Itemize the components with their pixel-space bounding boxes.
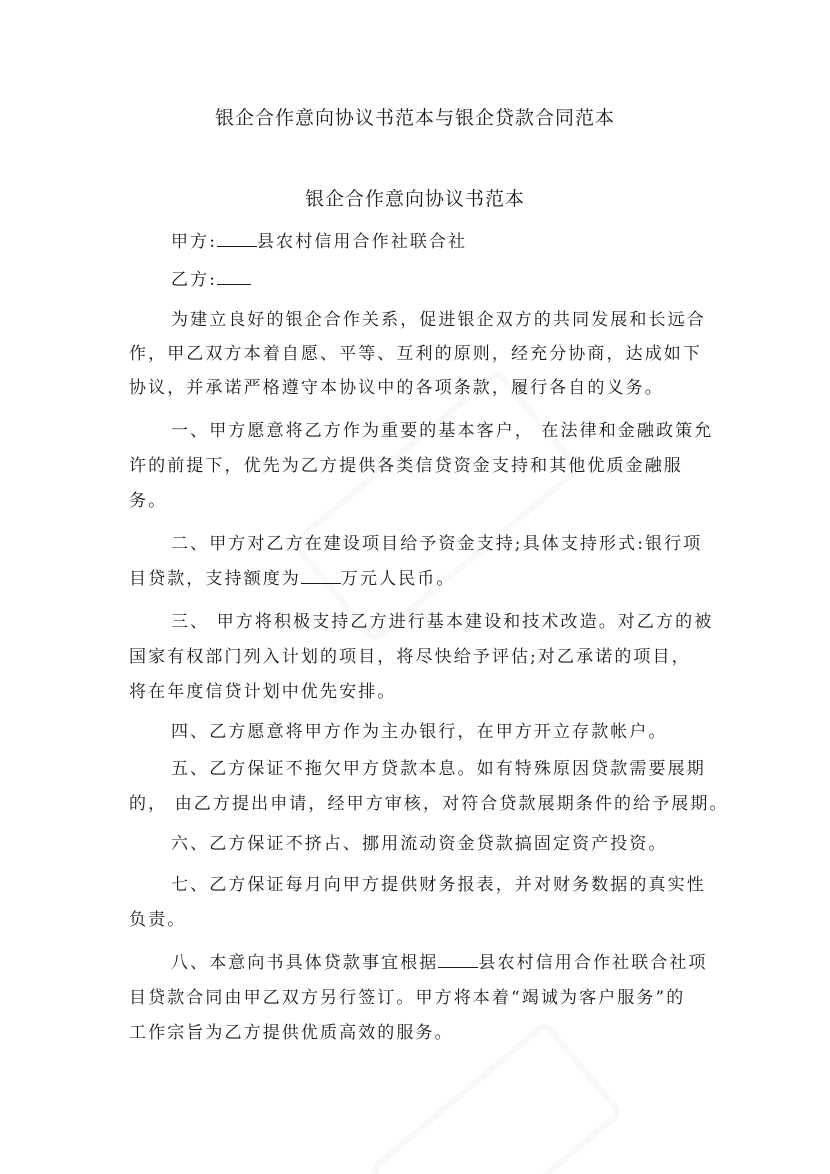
clause-8-prefix: 八、本意向书具体贷款事宜根据 bbox=[171, 953, 439, 973]
clause-1-line-2: 许的前提下，优先为乙方提供各类信贷资金支持和其他优质金融服 bbox=[129, 456, 683, 476]
clause-3-line-1: 三、 甲方将积极支持乙方进行基本建设和技术改造。对乙方的被 bbox=[171, 612, 714, 632]
clause-2-amount-blank bbox=[301, 569, 341, 584]
party-a-name: 县农村信用合作社联合社 bbox=[257, 232, 468, 252]
clause-8-county-blank bbox=[438, 953, 478, 968]
party-b-line bbox=[171, 270, 251, 290]
clause-2-amount-suffix: 万元人民币。 bbox=[340, 569, 456, 589]
clause-1-line-3: 务。 bbox=[129, 491, 168, 511]
party-b-blank bbox=[217, 270, 251, 285]
clause-5-line-1: 五、乙方保证不拖欠甲方贷款本息。如有特殊原因贷款需要展期 bbox=[171, 759, 706, 779]
clause-5-line-2: 的， 由乙方提出申请，经甲方审核，对符合贷款展期条件的给予展期。 bbox=[129, 794, 729, 814]
document-title: 银企合作意向协议书范本与银企贷款合同范本 bbox=[214, 107, 615, 129]
intro-line-1: 为建立良好的银企合作关系，促进银企双方的共同发展和长远合 bbox=[171, 310, 706, 330]
clause-8-line-2: 目贷款合同由甲乙双方另行签订。甲方将本着“竭诚为客户服务”的 bbox=[129, 988, 686, 1008]
clause-2-line-1: 二、甲方对乙方在建设项目给予资金支持;具体支持形式:银行项 bbox=[171, 534, 703, 554]
party-a-label: 甲方: bbox=[171, 232, 218, 252]
clause-7-line-1: 七、乙方保证每月向甲方提供财务报表，并对财务数据的真实性 bbox=[171, 875, 706, 895]
clause-7-line-2: 负责。 bbox=[129, 910, 187, 930]
clause-8-suffix: 县农村信用合作社联合社项 bbox=[478, 953, 708, 973]
clause-1-line-1: 一、甲方愿意将乙方作为重要的基本客户， 在法律和金融政策允 bbox=[171, 421, 714, 441]
clause-8-line-1 bbox=[171, 953, 708, 973]
party-a-blank bbox=[217, 232, 257, 247]
clause-4-line: 四、乙方愿意将甲方作为主办银行，在甲方开立存款帐户。 bbox=[171, 722, 668, 742]
party-b-label: 乙方: bbox=[171, 270, 218, 290]
clause-2-line-2 bbox=[129, 569, 456, 589]
clause-3-line-2: 国家有权部门列入计划的项目，将尽快给予评估;对乙承诺的项目， bbox=[129, 647, 691, 667]
clause-3-line-3: 将在年度信贷计划中优先安排。 bbox=[129, 682, 397, 702]
intro-line-2: 作，甲乙双方本着自愿、平等、互利的原则，经充分协商，达成如下 bbox=[129, 344, 702, 364]
clause-6-line: 六、乙方保证不挤占、挪用流动资金贷款搞固定资产投资。 bbox=[171, 834, 668, 854]
party-a-line bbox=[171, 232, 467, 252]
watermark-stamp bbox=[289, 368, 582, 644]
intro-line-3: 协议，并承诺严格遵守本协议中的各项条款，履行各自的义务。 bbox=[129, 378, 664, 398]
clause-2-amount-prefix: 目贷款，支持额度为 bbox=[129, 569, 301, 589]
clause-8-line-3: 工作宗旨为乙方提供优质高效的服务。 bbox=[129, 1023, 454, 1043]
document-subtitle: 银企合作意向协议书范本 bbox=[304, 188, 525, 210]
